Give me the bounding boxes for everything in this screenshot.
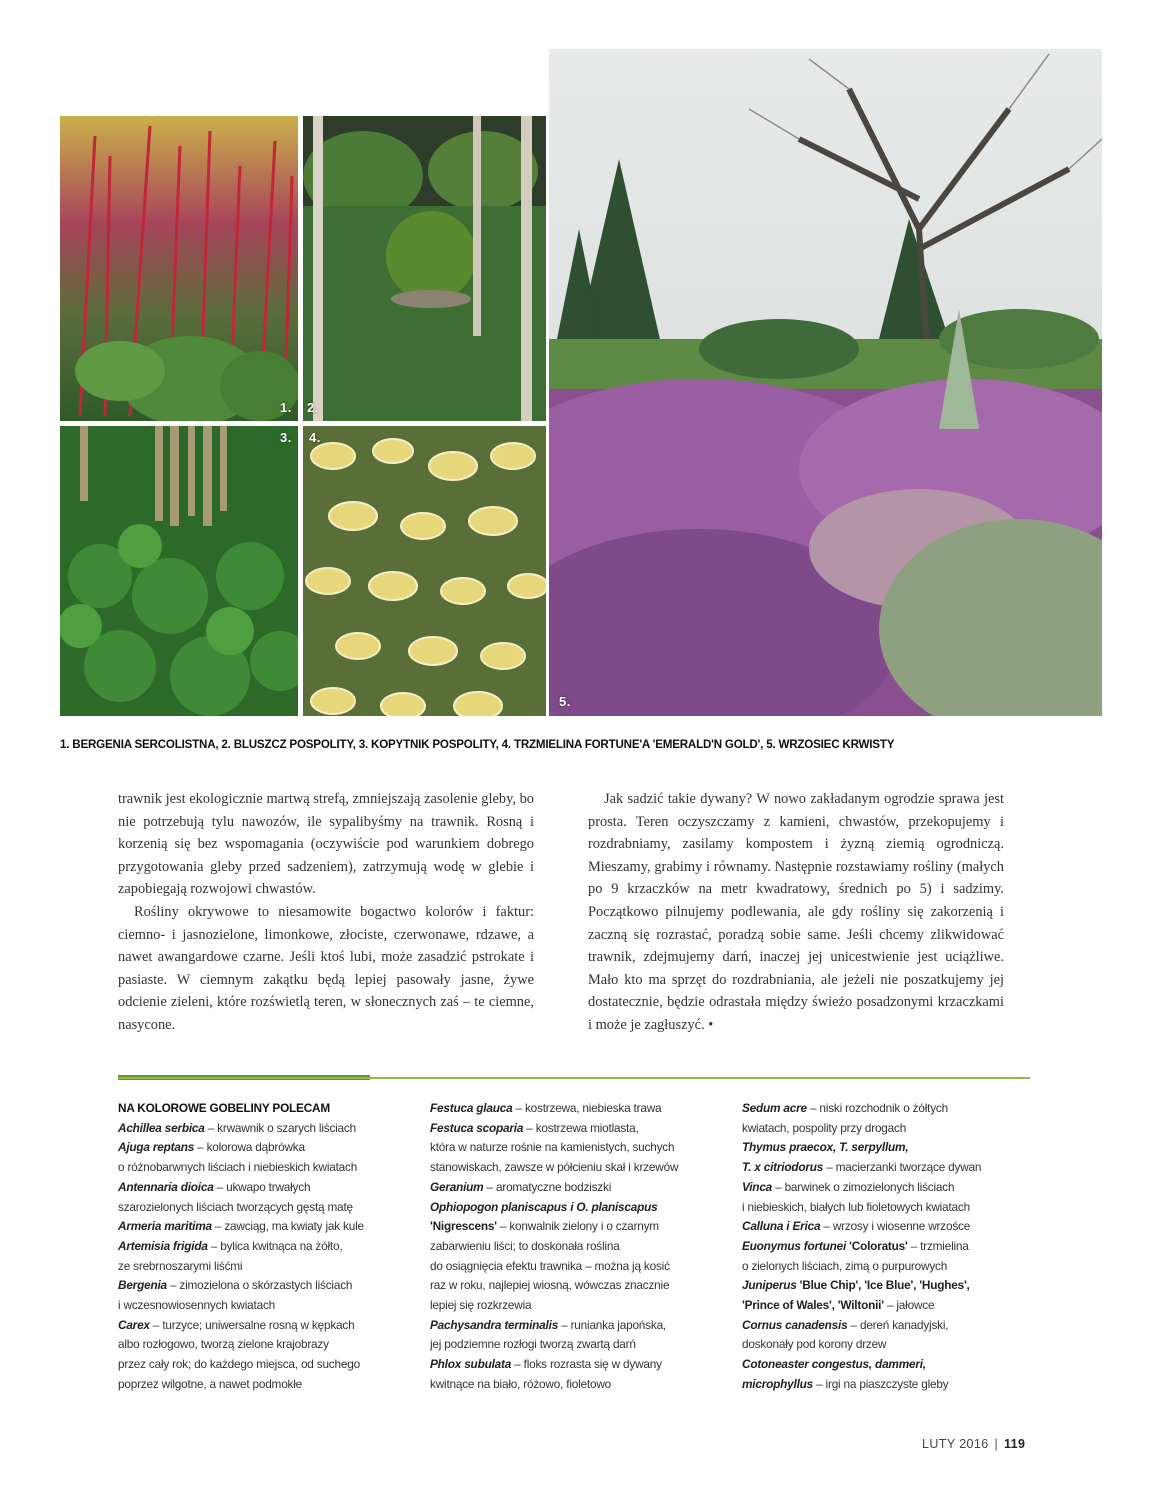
recommend-item [430, 1335, 730, 1355]
plant-description: lepiej się rozkrzewia [430, 1298, 532, 1313]
plant-description: – kostrzewa, niebieska trawa [512, 1101, 662, 1115]
plant-name: Euonymus fortunei [742, 1238, 847, 1253]
photo-caption: 1. BERGENIA SERCOLISTNA, 2. BLUSZCZ POSPOLITY, 3. KOPYTNIK POSPOLITY, 4. TRZMIELINA FORTUNE'A 'EMERALD'N GOLD', 5. WRZOSIEC KRWISTY [60, 738, 895, 751]
plant-description: poprzez wilgotne, a nawet podmokłe [118, 1376, 303, 1391]
recommend-heading: NA KOLOROWE GOBELINY POLECAM [118, 1101, 330, 1115]
plant-description: – barwinek o zimozielonych liściach [772, 1179, 955, 1194]
recommend-item [118, 1375, 418, 1395]
recommend-item [430, 1375, 730, 1395]
recommend-item [430, 1316, 730, 1336]
plant-description: – wrzosy i wiosenne wrzośce [820, 1219, 971, 1234]
photo-number: 1. [280, 400, 292, 415]
plant-description: – irgi na piaszczyste gleby [813, 1376, 949, 1391]
plant-name: Bergenia [118, 1278, 167, 1293]
recommend-item [430, 1355, 730, 1375]
section-rule [118, 1077, 1030, 1079]
recommend-item [742, 1355, 1042, 1375]
recommend-item [118, 1276, 418, 1296]
plant-description: zabarwieniu liści; to doskonała roślina [430, 1238, 620, 1253]
plant-description: – krwawnik o szarych liściach [204, 1120, 356, 1135]
plant-name: Thymus praecox, T. serpyllum, [742, 1140, 909, 1155]
photo-bluszcz [303, 116, 546, 421]
recommend-item [430, 1119, 730, 1139]
recommend-item [742, 1335, 1042, 1355]
plant-name: Phlox subulata [430, 1357, 512, 1372]
recommend-item [742, 1158, 1042, 1178]
plant-description: ze srebrnoszarymi liśćmi [118, 1258, 243, 1273]
recommend-item [118, 1355, 418, 1375]
page-footer [922, 1437, 1025, 1451]
recommend-column-2 [430, 1099, 730, 1395]
plant-description: – kostrzewa miotlasta, [523, 1120, 639, 1135]
issue-date: LUTY 2016 [922, 1437, 989, 1451]
recommend-item [742, 1276, 1042, 1296]
plant-description: – dereń kanadyjski, [847, 1317, 949, 1332]
cultivar-name: 'Blue Chip', 'Ice Blue', 'Hughes', [796, 1278, 970, 1293]
recommend-item [118, 1335, 418, 1355]
recommend-item [742, 1119, 1042, 1139]
plant-description: kwiatach, pospolity przy drogach [742, 1120, 907, 1135]
plant-description: – zimozielona o skórzastych liściach [166, 1278, 353, 1293]
plant-description: – kolorowa dąbrówka [194, 1140, 305, 1155]
plant-description: stanowiskach, zawsze w półcieniu skał i krzewów [430, 1160, 679, 1175]
recommend-item [430, 1099, 730, 1119]
recommend-item [118, 1296, 418, 1316]
recommend-item [118, 1217, 418, 1237]
plant-name: Achillea serbica [118, 1120, 205, 1135]
plant-description: albo rozłogowo, tworzą zielone krajobrazy [118, 1337, 329, 1352]
plant-description: – runianka japońska, [558, 1317, 667, 1332]
plant-name: Juniperus [742, 1278, 797, 1293]
body-paragraph: trawnik jest ekologicznie martwą strefą, zmniejszają zasolenie gleby, bo nie potrzebują tylu nawozów, ile sypalibyśmy na trawnik. Rosną i korzenią się bez wspomagania (oczywiście pod warunkiem dobrego przygotowania gleby przed sadzeniem), zatrzymują wodę w glebie i zapobiegają rozwojowi chwastów. [118, 791, 534, 898]
body-paragraph: Jak sadzić takie dywany? W nowo zakładanym ogrodzie sprawa jest prosta. Teren oczyszczamy z kamieni, chwastów, przekopujemy i rozdrabniamy, zasilamy kompostem i żyzną ziemią ogrodniczą. Mieszamy, grabimy i równamy. Następnie rozstawiamy rośliny (małych po 9 krzaczków na metr kwadratowy, średnich po 5) i sadzimy. Początkowo pilnujemy podlewania, ale gdy rośliny się zakorzenią i zaczną się rozrastać, poradzą sobie same. Jeśli chcemy zlikwidować trawnik, zdejmujemy darń, inaczej jej unicestwienie jest uciążliwe. Mało kto ma sprzęt do rozdrabniania, ale jeżeli nie poszatkujemy jej dostatecznie, będzie odrastała między świeżo posadzonymi krzaczkami i może je zagłuszyć. • [588, 791, 1004, 1033]
plant-name: Cornus canadensis [742, 1317, 848, 1332]
plant-name: Artemisia frigida [118, 1238, 208, 1253]
plant-description: – trzmielina [907, 1238, 969, 1253]
recommend-column-3 [742, 1099, 1042, 1395]
recommend-item [742, 1198, 1042, 1218]
recommend-item [430, 1276, 730, 1296]
plant-description: – jałowce [883, 1298, 935, 1313]
recommend-item [430, 1257, 730, 1277]
plant-description: i wczesnowiosennych kwiatach [118, 1298, 276, 1313]
photo-trzmielina [303, 426, 546, 716]
recommend-item [430, 1296, 730, 1316]
plant-name: microphyllus [742, 1376, 814, 1391]
recommend-item [118, 1158, 418, 1178]
plant-name: 'Nigrescens' [430, 1219, 497, 1234]
page-number: 119 [1004, 1437, 1026, 1451]
recommend-item [430, 1198, 730, 1218]
plant-name: Cotoneaster congestus, dammeri, [742, 1357, 926, 1372]
recommend-item [118, 1237, 418, 1257]
recommend-item [118, 1316, 418, 1336]
plant-description: przez cały rok; do każdego miejsca, od suchego [118, 1357, 360, 1372]
recommend-item [742, 1316, 1042, 1336]
plant-description: – macierzanki tworzące dywan [823, 1160, 982, 1175]
plant-description: – aromatyczne bodziszki [483, 1179, 612, 1194]
photo-number: 5. [559, 694, 571, 709]
plant-name: Calluna i Erica [742, 1219, 821, 1234]
plant-description: – ukwapo trwałych [213, 1179, 311, 1194]
plant-name: Antennaria dioica [118, 1179, 214, 1194]
plant-name: T. x citriodorus [742, 1160, 824, 1175]
recommend-item [430, 1178, 730, 1198]
footer-separator: | [994, 1437, 999, 1451]
plant-description: – floks rozrasta się w dywany [511, 1357, 662, 1372]
plant-description: – konwalnik zielony i o czarnym [496, 1219, 659, 1234]
plant-name: Sedum acre [742, 1101, 807, 1115]
photo-bergenia [60, 116, 298, 421]
plant-name: Festuca scoparia [430, 1120, 524, 1135]
plant-description: szarozielonych liściach tworzących gęstą matę [118, 1199, 353, 1214]
plant-description: która w naturze rośnie na kamienistych, suchych [430, 1140, 675, 1155]
recommend-item [430, 1158, 730, 1178]
plant-name: Ophiopogon planiscapus i O. planiscapus [430, 1199, 658, 1214]
photo-number: 4. [309, 430, 321, 445]
plant-description: – bylica kwitnąca na żółto, [207, 1238, 343, 1253]
recommend-item [430, 1138, 730, 1158]
recommend-item [742, 1296, 1042, 1316]
plant-name: Carex [118, 1317, 150, 1332]
recommend-item [742, 1178, 1042, 1198]
recommend-item [430, 1217, 730, 1237]
plant-name: Armeria maritima [118, 1219, 212, 1234]
body-paragraph: Rośliny okrywowe to niesamowite bogactwo kolorów i faktur: ciemno- i jasnozielone, limonkowe, złociste, czerwonawe, rdzawe, a nawet awangardowe czarne. Jeśli ktoś lubi, może zasadzić pstrokate i pasiaste. W ciemnym zakątku będą lepiej pasowały jasne, żywe odcienie zieleni, które rozświetlą teren, w słonecznych zaś – te ciemne, nasycone. [118, 903, 534, 1033]
recommend-column-1 [118, 1099, 418, 1395]
body-column-right [588, 788, 1004, 1037]
recommend-item [430, 1237, 730, 1257]
recommend-item [742, 1217, 1042, 1237]
plant-description: do osiągnięcia efektu trawnika – można ją kosić [430, 1258, 670, 1273]
photo-number: 2. [307, 400, 319, 415]
plant-description: – zawciąg, ma kwiaty jak kule [211, 1219, 364, 1234]
recommend-item [118, 1178, 418, 1198]
recommend-item [742, 1099, 1042, 1119]
plant-name: Vinca [742, 1179, 773, 1194]
plant-description: – niski rozchodnik o żółtych [806, 1101, 948, 1115]
recommend-item [118, 1138, 418, 1158]
recommend-item [742, 1375, 1042, 1395]
plant-description: kwitnące na biało, różowo, fioletowo [430, 1376, 611, 1391]
recommend-item [742, 1138, 1042, 1158]
photo-number: 3. [280, 430, 292, 445]
plant-description: i niebieskich, białych lub fioletowych kwiatach [742, 1199, 970, 1214]
photo-kopytnik [60, 426, 298, 716]
recommend-item [118, 1119, 418, 1139]
plant-description: – turzyce; uniwersalne rosną w kępkach [149, 1317, 355, 1332]
plant-name: Geranium [430, 1179, 484, 1194]
plant-description: raz w roku, najlepiej wiosną, wówczas znacznie [430, 1278, 670, 1293]
plant-name: 'Prince of Wales', 'Wiltonii' [742, 1298, 884, 1313]
recommend-item [742, 1257, 1042, 1277]
cultivar-name: 'Coloratus' [846, 1238, 908, 1253]
plant-name: Ajuga reptans [118, 1140, 195, 1155]
plant-description: o różnobarwnych liściach i niebieskich kwiatach [118, 1160, 358, 1175]
body-column-left [118, 788, 534, 1037]
plant-description: doskonały pod korony drzew [742, 1337, 887, 1352]
recommend-item [118, 1257, 418, 1277]
plant-name: Festuca glauca [430, 1101, 513, 1115]
plant-name: Pachysandra terminalis [430, 1317, 559, 1332]
recommend-item [742, 1237, 1042, 1257]
recommend-item [118, 1198, 418, 1218]
plant-description: jej podziemne rozłogi tworzą zwartą darń [430, 1337, 636, 1352]
photo-wrzosiec [549, 49, 1102, 716]
plant-description: o zielonych liściach, zimą o purpurowych [742, 1258, 948, 1273]
